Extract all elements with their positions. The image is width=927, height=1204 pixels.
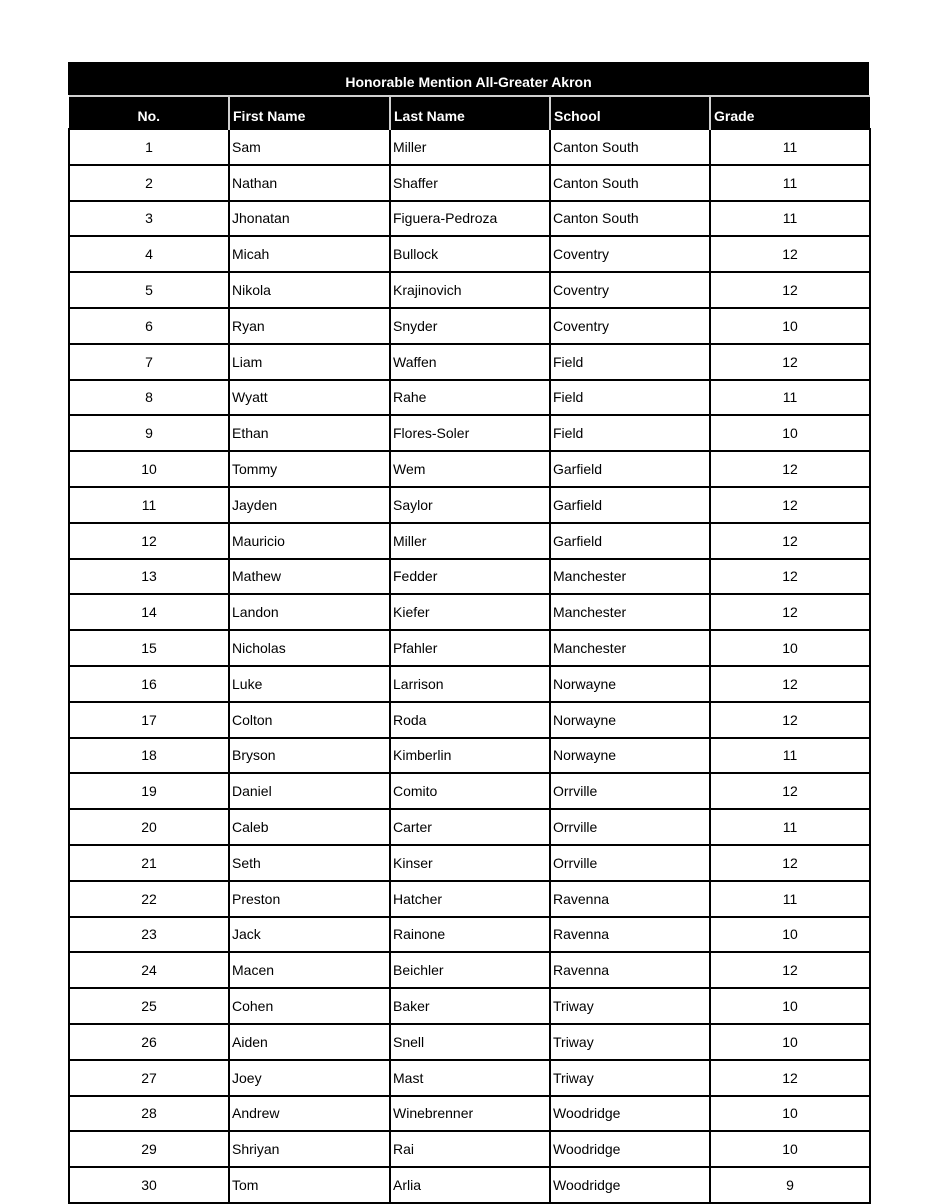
cell-first-name: Nathan — [229, 165, 390, 201]
cell-first-name: Preston — [229, 881, 390, 917]
cell-first-name: Colton — [229, 702, 390, 738]
cell-school: Norwayne — [550, 666, 710, 702]
cell-no: 1 — [69, 129, 229, 165]
table-row — [69, 809, 870, 845]
cell-no: 20 — [69, 809, 229, 845]
cell-no: 24 — [69, 952, 229, 988]
cell-school: Manchester — [550, 559, 710, 595]
table-row — [69, 308, 870, 344]
cell-school: Orrville — [550, 845, 710, 881]
cell-school: Ravenna — [550, 952, 710, 988]
table-row — [69, 344, 870, 380]
cell-school: Woodridge — [550, 1131, 710, 1167]
table-row — [69, 773, 870, 809]
table-row — [69, 1024, 870, 1060]
cell-grade: 11 — [710, 881, 870, 917]
table-row — [69, 165, 870, 201]
cell-first-name: Joey — [229, 1060, 390, 1096]
cell-no: 21 — [69, 845, 229, 881]
cell-last-name: Roda — [390, 702, 550, 738]
cell-first-name: Jack — [229, 917, 390, 953]
cell-no: 30 — [69, 1167, 229, 1203]
cell-no: 9 — [69, 415, 229, 451]
table-row — [69, 415, 870, 451]
cell-last-name: Rainone — [390, 917, 550, 953]
cell-grade: 11 — [710, 738, 870, 774]
cell-school: Canton South — [550, 129, 710, 165]
cell-grade: 12 — [710, 487, 870, 523]
table-row — [69, 487, 870, 523]
cell-grade: 11 — [710, 165, 870, 201]
cell-first-name: Macen — [229, 952, 390, 988]
cell-school: Ravenna — [550, 881, 710, 917]
table-row — [69, 523, 870, 559]
cell-last-name: Pfahler — [390, 630, 550, 666]
cell-last-name: Snell — [390, 1024, 550, 1060]
header-first-name: First Name — [229, 96, 390, 129]
cell-school: Woodridge — [550, 1167, 710, 1203]
cell-last-name: Comito — [390, 773, 550, 809]
cell-last-name: Wem — [390, 451, 550, 487]
cell-last-name: Larrison — [390, 666, 550, 702]
cell-no: 23 — [69, 917, 229, 953]
cell-no: 19 — [69, 773, 229, 809]
cell-no: 14 — [69, 594, 229, 630]
cell-last-name: Rai — [390, 1131, 550, 1167]
cell-last-name: Beichler — [390, 952, 550, 988]
cell-grade: 10 — [710, 1024, 870, 1060]
cell-grade: 12 — [710, 559, 870, 595]
roster-table — [68, 95, 871, 1204]
cell-first-name: Daniel — [229, 773, 390, 809]
header-grade: Grade — [710, 96, 870, 129]
cell-last-name: Carter — [390, 809, 550, 845]
cell-last-name: Kinser — [390, 845, 550, 881]
cell-school: Manchester — [550, 630, 710, 666]
table-row — [69, 702, 870, 738]
cell-no: 2 — [69, 165, 229, 201]
cell-school: Woodridge — [550, 1096, 710, 1132]
table-row — [69, 1060, 870, 1096]
cell-grade: 12 — [710, 702, 870, 738]
table-row — [69, 559, 870, 595]
cell-grade: 12 — [710, 236, 870, 272]
cell-grade: 10 — [710, 415, 870, 451]
cell-first-name: Luke — [229, 666, 390, 702]
roster-body — [69, 129, 870, 1203]
cell-no: 26 — [69, 1024, 229, 1060]
cell-first-name: Mauricio — [229, 523, 390, 559]
cell-school: Coventry — [550, 236, 710, 272]
cell-first-name: Andrew — [229, 1096, 390, 1132]
cell-no: 4 — [69, 236, 229, 272]
cell-school: Triway — [550, 1060, 710, 1096]
cell-grade: 11 — [710, 380, 870, 416]
cell-last-name: Fedder — [390, 559, 550, 595]
table-row — [69, 881, 870, 917]
cell-first-name: Jhonatan — [229, 201, 390, 237]
cell-last-name: Saylor — [390, 487, 550, 523]
cell-first-name: Nicholas — [229, 630, 390, 666]
cell-no: 27 — [69, 1060, 229, 1096]
cell-school: Field — [550, 344, 710, 380]
cell-school: Norwayne — [550, 702, 710, 738]
cell-last-name: Shaffer — [390, 165, 550, 201]
cell-no: 28 — [69, 1096, 229, 1132]
table-row — [69, 451, 870, 487]
cell-grade: 10 — [710, 1131, 870, 1167]
cell-no: 10 — [69, 451, 229, 487]
cell-last-name: Kimberlin — [390, 738, 550, 774]
cell-school: Manchester — [550, 594, 710, 630]
cell-school: Garfield — [550, 451, 710, 487]
cell-grade: 10 — [710, 630, 870, 666]
cell-first-name: Landon — [229, 594, 390, 630]
cell-no: 25 — [69, 988, 229, 1024]
cell-no: 16 — [69, 666, 229, 702]
cell-no: 22 — [69, 881, 229, 917]
cell-no: 12 — [69, 523, 229, 559]
cell-first-name: Liam — [229, 344, 390, 380]
cell-no: 15 — [69, 630, 229, 666]
cell-first-name: Ethan — [229, 415, 390, 451]
table-row — [69, 988, 870, 1024]
cell-last-name: Hatcher — [390, 881, 550, 917]
header-school: School — [550, 96, 710, 129]
cell-first-name: Shriyan — [229, 1131, 390, 1167]
cell-school: Canton South — [550, 201, 710, 237]
cell-no: 6 — [69, 308, 229, 344]
cell-first-name: Mathew — [229, 559, 390, 595]
cell-no: 13 — [69, 559, 229, 595]
cell-first-name: Tommy — [229, 451, 390, 487]
cell-no: 7 — [69, 344, 229, 380]
cell-last-name: Waffen — [390, 344, 550, 380]
cell-last-name: Baker — [390, 988, 550, 1024]
cell-first-name: Ryan — [229, 308, 390, 344]
cell-grade: 12 — [710, 594, 870, 630]
header-last-name: Last Name — [390, 96, 550, 129]
cell-first-name: Cohen — [229, 988, 390, 1024]
cell-no: 3 — [69, 201, 229, 237]
cell-grade: 12 — [710, 1060, 870, 1096]
table-row — [69, 1167, 870, 1203]
table-row — [69, 738, 870, 774]
cell-first-name: Nikola — [229, 272, 390, 308]
cell-school: Orrville — [550, 773, 710, 809]
cell-school: Garfield — [550, 487, 710, 523]
cell-grade: 9 — [710, 1167, 870, 1203]
cell-first-name: Aiden — [229, 1024, 390, 1060]
cell-last-name: Krajinovich — [390, 272, 550, 308]
cell-last-name: Rahe — [390, 380, 550, 416]
cell-school: Coventry — [550, 308, 710, 344]
cell-grade: 12 — [710, 344, 870, 380]
cell-grade: 10 — [710, 1096, 870, 1132]
cell-last-name: Miller — [390, 129, 550, 165]
cell-last-name: Mast — [390, 1060, 550, 1096]
cell-last-name: Snyder — [390, 308, 550, 344]
cell-no: 11 — [69, 487, 229, 523]
cell-last-name: Miller — [390, 523, 550, 559]
cell-school: Ravenna — [550, 917, 710, 953]
cell-grade: 12 — [710, 272, 870, 308]
cell-no: 17 — [69, 702, 229, 738]
cell-grade: 11 — [710, 809, 870, 845]
cell-first-name: Wyatt — [229, 380, 390, 416]
header-row — [69, 96, 870, 129]
cell-no: 29 — [69, 1131, 229, 1167]
cell-grade: 12 — [710, 451, 870, 487]
cell-school: Norwayne — [550, 738, 710, 774]
cell-school: Orrville — [550, 809, 710, 845]
table-row — [69, 129, 870, 165]
table-row — [69, 1131, 870, 1167]
table-row — [69, 845, 870, 881]
cell-grade: 12 — [710, 952, 870, 988]
cell-grade: 10 — [710, 917, 870, 953]
cell-grade: 10 — [710, 308, 870, 344]
table-row — [69, 380, 870, 416]
cell-school: Garfield — [550, 523, 710, 559]
cell-school: Field — [550, 380, 710, 416]
cell-first-name: Jayden — [229, 487, 390, 523]
cell-school: Canton South — [550, 165, 710, 201]
sheet-title: Honorable Mention All-Greater Akron — [68, 62, 869, 95]
honorable-mention-sheet — [68, 62, 869, 1204]
cell-last-name: Kiefer — [390, 594, 550, 630]
cell-grade: 11 — [710, 129, 870, 165]
cell-first-name: Tom — [229, 1167, 390, 1203]
cell-school: Triway — [550, 1024, 710, 1060]
table-row — [69, 1096, 870, 1132]
table-row — [69, 201, 870, 237]
cell-first-name: Caleb — [229, 809, 390, 845]
cell-grade: 12 — [710, 845, 870, 881]
cell-first-name: Bryson — [229, 738, 390, 774]
cell-last-name: Winebrenner — [390, 1096, 550, 1132]
table-row — [69, 594, 870, 630]
table-row — [69, 952, 870, 988]
cell-first-name: Seth — [229, 845, 390, 881]
header-no: No. — [69, 96, 229, 129]
cell-school: Field — [550, 415, 710, 451]
cell-no: 5 — [69, 272, 229, 308]
table-row — [69, 236, 870, 272]
cell-first-name: Sam — [229, 129, 390, 165]
cell-school: Coventry — [550, 272, 710, 308]
cell-last-name: Figuera-Pedroza — [390, 201, 550, 237]
table-row — [69, 917, 870, 953]
cell-school: Triway — [550, 988, 710, 1024]
cell-no: 18 — [69, 738, 229, 774]
cell-grade: 12 — [710, 523, 870, 559]
cell-last-name: Bullock — [390, 236, 550, 272]
table-row — [69, 630, 870, 666]
cell-grade: 12 — [710, 773, 870, 809]
cell-first-name: Micah — [229, 236, 390, 272]
cell-no: 8 — [69, 380, 229, 416]
table-row — [69, 666, 870, 702]
cell-grade: 10 — [710, 988, 870, 1024]
table-row — [69, 272, 870, 308]
cell-last-name: Flores-Soler — [390, 415, 550, 451]
cell-grade: 12 — [710, 666, 870, 702]
cell-last-name: Arlia — [390, 1167, 550, 1203]
cell-grade: 11 — [710, 201, 870, 237]
